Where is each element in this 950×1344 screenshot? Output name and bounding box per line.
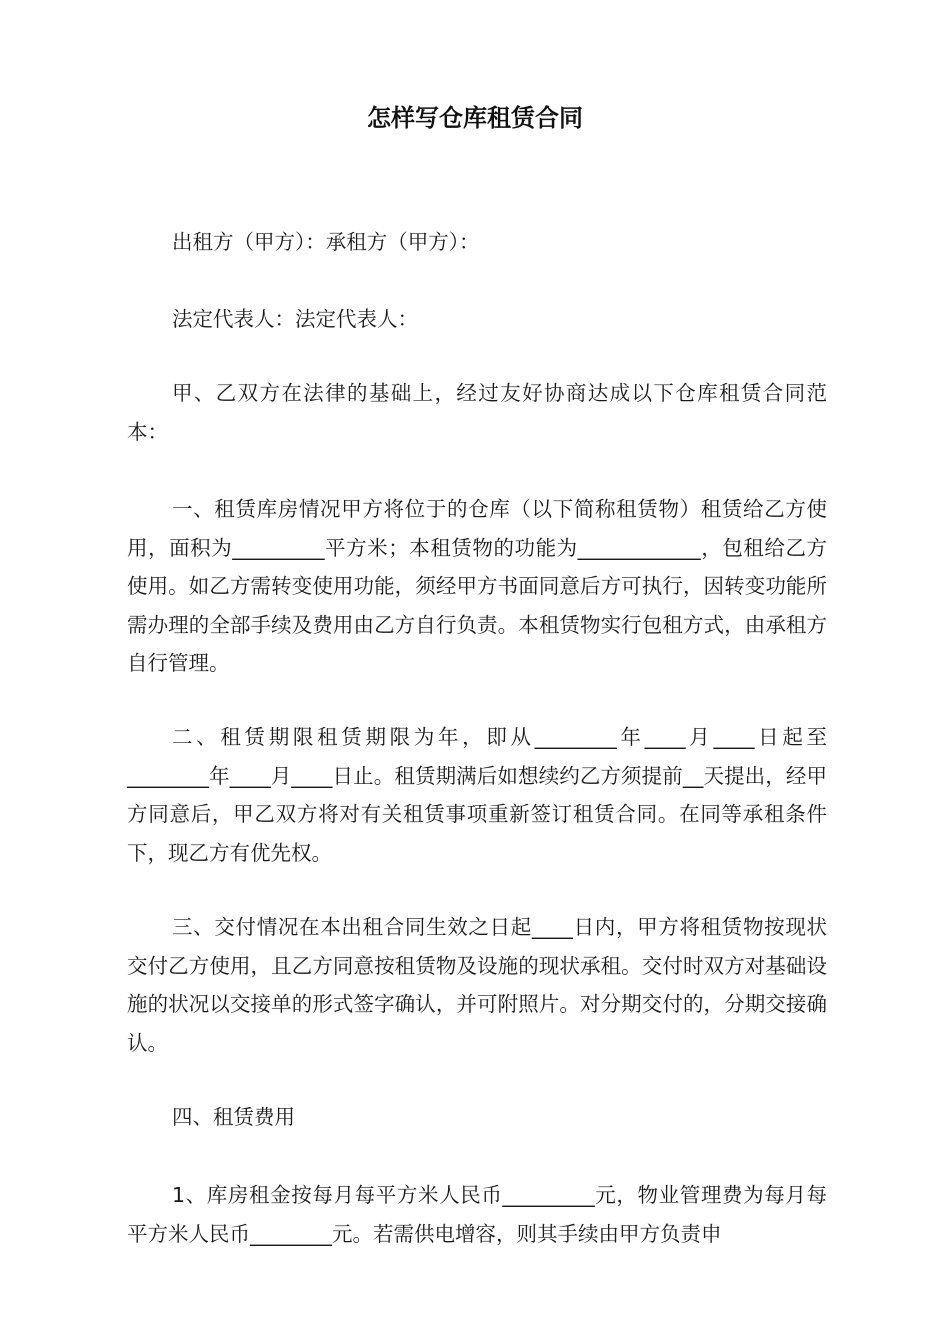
legal-representatives-line: 法定代表人：法定代表人： [172,307,418,331]
document-title: 怎样写仓库租赁合同 [367,104,583,132]
parties-line: 出租方（甲方）：承租方（甲方）： [172,230,480,254]
clause-4-heading: 四、租赁费用 [172,1105,295,1129]
clause-3-delivery: 三、交付情况在本出租合同生效之日起____日内，甲方将租赁物按现状交付乙方使用，且乙方同意按租赁物及设施的现状承租。交付时双方对基础设施的状况以交接单的形式签字确认，并可附照片。对分期交付的，分期交接确认。 [127,915,827,1055]
clause-2-lease-term: 二、租赁期限租赁期限为年，即从________年____月____日起至________年____月____日止。租赁期满后如想续约乙方须提前__天提出，经甲方同意后，甲乙双方将对有关租赁事项重新签订租赁合同。在同等承租条件下，现乙方有优先权。 [127,725,827,865]
clause-1-warehouse-details: 一、租赁库房情况甲方将位于的仓库（以下简称租赁物）租赁给乙方使用，面积为_________平方米；本租赁物的功能为____________，包租给乙方使用。如乙方需转变使用功能，须经甲方书面同意后方可执行，因转变功能所需办理的全部手续及费用由乙方自行负责。本租赁物实行包租方式，由承租方自行管理。 [127,497,827,675]
preamble-paragraph: 甲、乙双方在法律的基础上，经过友好协商达成以下仓库租赁合同范本： [127,381,827,444]
clause-4-1-rent: 1、库房租金按每月每平方米人民币_________元，物业管理费为每月每平方米人民币________元。若需供电增容，则其手续由甲方负责申 [127,1183,827,1246]
